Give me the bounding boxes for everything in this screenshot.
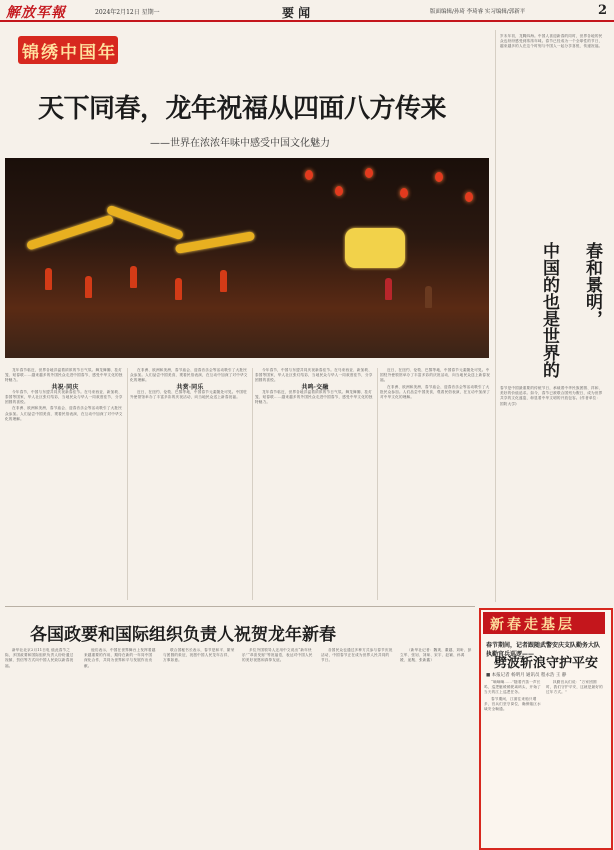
side-box-byline: ■ 本报记者 杨明月 通讯员 程永浩 王 静 <box>486 673 567 678</box>
issue-date: 2024年2月12日 星期一 <box>95 9 160 16</box>
page-number: 2 <box>598 3 608 18</box>
feature-body-col-4: 近日，在纽约、伦敦、巴黎等地，中国春节元素随处可见。中国驻外使领馆举办了丰富多彩的庆祝活动，向当地民众送上新春祝福。 在非洲、欧洲和美洲，春节庙会、迎春音乐会等活动吸引了大批民众参加。人们品尝中国美食，观看民俗表演，在互动中加深了对中华文化的理解。 <box>380 368 491 400</box>
dragon-icon <box>106 205 184 241</box>
section-divider <box>5 606 475 607</box>
dancer-icon <box>385 278 392 300</box>
vertical-title-1: 春和景明， <box>582 242 602 327</box>
bottom-headline: 各国政要和国际组织负责人祝贺龙年新春 <box>30 625 336 645</box>
bottom-col-6: （新华社记者：魏爽、董越、刘昕、彭立军、张钊、刘琛、宋宇、赵颖、孙鸿媛、庞胤、张新鑫） <box>400 648 472 663</box>
column-divider <box>127 368 128 600</box>
feature-banner-text: 锦绣中国年 <box>22 43 117 63</box>
feature-photo <box>5 158 489 358</box>
vertical-title-2: 中国的也是世界的 <box>539 242 559 378</box>
bottom-col-3: 联合国秘书长表示，春节是和平、繁荣与团圆的象征，祝愿中国人民龙年吉祥，万事如意。 <box>163 648 235 663</box>
feature-headline: 天下同春，龙年祝福从四面八方传来 <box>38 94 447 124</box>
lantern-icon <box>465 192 473 202</box>
feature-subhead: ——世界在浓浓年味中感受中国文化魅力 <box>150 138 330 149</box>
dancer-icon <box>85 276 92 298</box>
lantern-icon <box>335 186 343 196</box>
column-divider <box>377 368 378 600</box>
dancer-icon <box>175 278 182 300</box>
dancer-icon <box>45 268 52 290</box>
dancer-icon <box>425 286 432 308</box>
side-box-body-col-2: 执勤官兵们说：“万家团圆时，我们守护平安，这就是最好的过年方式。” <box>546 680 603 695</box>
side-box-banner-text: 新春走基层 <box>490 617 575 633</box>
bottom-col-5: 各国民众也通过多种方式参与春节庆祝活动，中国春节正在成为世界人民共同的节日。 <box>321 648 393 663</box>
dragon-icon <box>26 214 114 250</box>
right-column-body: 春节是中国最重要的传统节日，承载着中华民族团圆、祥和、美好的价值追求。如今，春节已被联合国列为假日，成为世界共享的文化盛宴，彰显着中华文明的开放包容。(作者单位：国防大学) <box>500 386 603 406</box>
section-title: 要 闻 <box>282 6 311 20</box>
editor-credits: 版面编辑/孙琦 李琦睿 实习编辑/郭新平 <box>430 9 526 15</box>
lantern-icon <box>365 168 373 178</box>
subhead-3: 共鸣·交融 <box>301 383 329 391</box>
bottom-col-1: 新华社北京2月11日电 值此春节之际，多国政要和国际组织负责人纷纷通过视频、贺信等方式向中国人民致以新春祝福。 <box>5 648 74 668</box>
column-divider <box>495 30 496 602</box>
bottom-col-4: 多位外国领导人还用中文说出“新年快乐”“恭喜发财”等祝福语，表达对中国人民的美好祝愿和真挚友谊。 <box>242 648 313 663</box>
dragon-icon <box>345 228 405 268</box>
side-box-kicker: 春节期间，记者跟随武警安庆支队勤务大队执勤官兵巡逻—— <box>486 642 601 658</box>
bottom-col-2: 他们表示，中国在世界舞台上发挥着越来越重要的作用，期待在新的一年同中国深化合作，共同为世界和平与发展作出贡献。 <box>84 648 156 668</box>
newspaper-logo: 解放军報 <box>6 5 66 21</box>
side-box-headline: 劈波斩浪守护平安 <box>494 656 599 671</box>
column-divider <box>252 368 253 600</box>
dancer-icon <box>220 270 227 292</box>
side-box-body-col-1: “嘀嘀嘀……”随着汽笛一声长鸣，巡逻艇缓缓驶离码头，开始了当天的江上巡逻任务。 春节期间，江面往来船只增多，官兵们坚守岗位，确保辖区水域安全畅通。 <box>484 680 541 712</box>
subhead-2: 共赏·同乐 <box>176 383 204 391</box>
lantern-icon <box>400 188 408 198</box>
lantern-icon <box>435 172 443 182</box>
feature-body-col-1: 龙年春节临近，世界各地洋溢着浓浓的节日气氛。舞龙舞狮、挂灯笼、贴春联……越来越多的外国民众走进中国春节，感受中华文化的独特魅力。 共祝·同庆 今年春节，中国与东盟共同庆祝新春佳节。在马来西亚、新加坡、泰国等国家，华人社区张灯结彩，当地民众与华人一同欢度佳节，分享团圆的喜悦。 在非洲、欧洲和美洲，春节庙会、迎春音乐会等活动吸引了大批民众参加。人们品尝中国美食，观看民俗表演，在互动中加深了对中华文化的理解。 <box>5 368 125 600</box>
dragon-icon <box>175 231 255 254</box>
feature-body-col-2: 在非洲、欧洲和美洲，春节庙会、迎春音乐会等活动吸引了大批民众参加。人们品尝中国美食，观看民俗表演，在互动中加深了对中华文化的理解。 共赏·同乐 近日，在纽约、伦敦、巴黎等地，中国春节元素随处可见。中国驻外使领馆举办了丰富多彩的庆祝活动，向当地民众送上新春祝福。 <box>130 368 250 600</box>
bottom-story-body <box>5 648 475 844</box>
dancer-icon <box>130 266 137 288</box>
feature-body-col-3: 今年春节，中国与东盟共同庆祝新春佳节。在马来西亚、新加坡、泰国等国家，华人社区张灯结彩，当地民众与华人一同欢度佳节，分享团圆的喜悦。 共鸣·交融 龙年春节临近，世界各地洋溢着浓浓的节日气氛。舞龙舞狮、挂灯笼、贴春联……越来越多的外国民众走进中国春节，感受中华文化的独特魅力。 <box>255 368 375 600</box>
lantern-icon <box>305 170 313 180</box>
subhead-1: 共祝·同庆 <box>51 383 79 391</box>
right-column-intro: 岁末年初，龙腾四海。中国人喜迎新春的同时，世界各地的民众也纷纷感受到浓浓年味。春节已经成为一个全球性的节日，越来越多的人在这个时刻与中国人一起分享喜悦、传递祝福。 <box>500 34 603 49</box>
